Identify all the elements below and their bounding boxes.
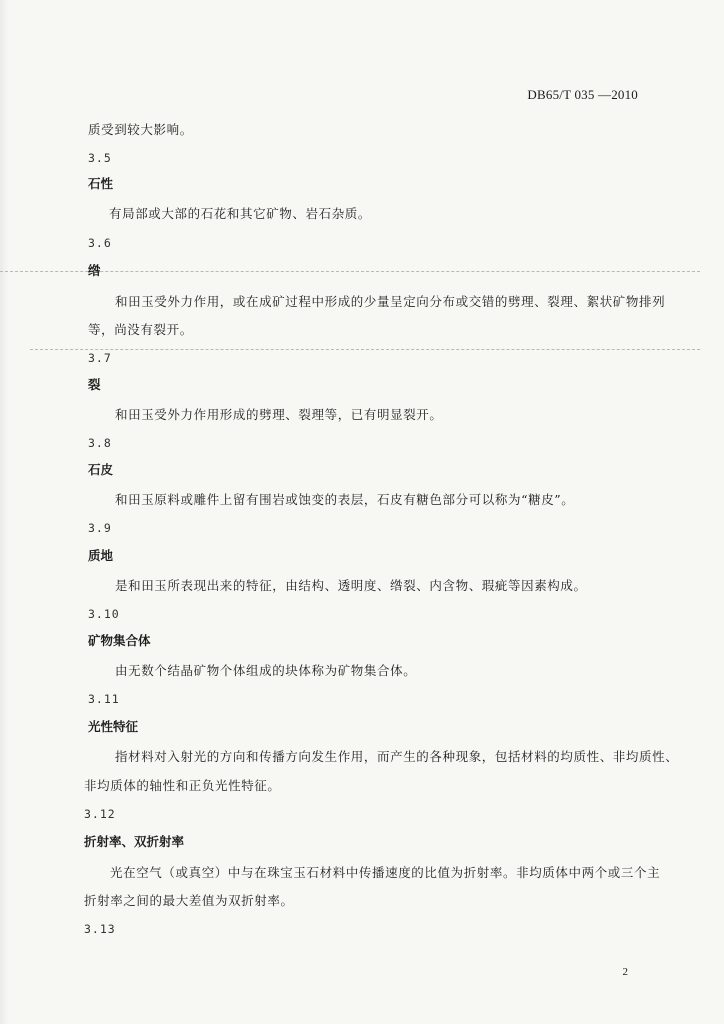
standard-code: DB65/T 035 —2010 xyxy=(527,87,638,102)
clause-number-3-7: 3.7 xyxy=(88,351,112,365)
definition-text: 和田玉受外力作用，或在成矿过程中形成的少量呈定向分布或交错的劈理、裂理、絮状矿物排列 xyxy=(115,294,666,309)
term-title: 光性特征 xyxy=(88,719,139,734)
scan-edge-shade xyxy=(0,0,8,1024)
clause-number-3-5: 3.5 xyxy=(88,151,112,165)
scan-artifact-line xyxy=(0,271,700,272)
term-title: 石性 xyxy=(88,176,114,191)
definition-text-continued: 非均质体的轴性和正负光性特征。 xyxy=(84,778,281,793)
term-title: 折射率、双折射率 xyxy=(84,834,185,849)
definition-text: 由无数个结晶矿物个体组成的块体称为矿物集合体。 xyxy=(115,663,417,678)
term-title: 石皮 xyxy=(88,462,114,477)
definition-text: 指材料对入射光的方向和传播方向发生作用，而产生的各种现象，包括材料的均质性、非均质性、 xyxy=(115,749,679,764)
definition-text: 有局部或大部的石花和其它矿物、岩石杂质。 xyxy=(109,206,372,221)
scan-artifact-line xyxy=(30,349,700,350)
clause-number-3-9: 3.9 xyxy=(88,521,112,535)
term-title: 裂 xyxy=(88,377,101,392)
definition-text-continued: 折射率之间的最大差值为双折射率。 xyxy=(84,893,294,908)
clause-number-3-12: 3.12 xyxy=(84,807,116,821)
term-title: 绺 xyxy=(88,263,101,278)
definition-text-continued: 等，尚没有裂开。 xyxy=(88,322,193,337)
term-title: 质地 xyxy=(88,548,114,563)
page-number: 2 xyxy=(622,966,628,978)
definition-text: 和田玉原料或雕件上留有围岩或蚀变的表层，石皮有糖色部分可以称为“糖皮”。 xyxy=(115,492,575,507)
clause-number-3-8: 3.8 xyxy=(88,436,112,450)
term-title: 矿物集合体 xyxy=(88,633,151,648)
clause-number-3-6: 3.6 xyxy=(88,236,112,250)
clause-number-3-11: 3.11 xyxy=(88,692,120,706)
definition-text: 是和田玉所表现出来的特征，由结构、透明度、绺裂、内含物、瑕疵等因素构成。 xyxy=(115,578,587,593)
clause-number-3-13: 3.13 xyxy=(84,922,116,936)
continued-text-line: 质受到较大影响。 xyxy=(88,122,193,137)
clause-number-3-10: 3.10 xyxy=(88,607,120,621)
definition-text: 和田玉受外力作用形成的劈理、裂理等，已有明显裂开。 xyxy=(115,407,443,422)
definition-text: 光在空气（或真空）中与在珠宝玉石材料中传播速度的比值为折射率。非均质体中两个或三个主 xyxy=(110,865,661,880)
